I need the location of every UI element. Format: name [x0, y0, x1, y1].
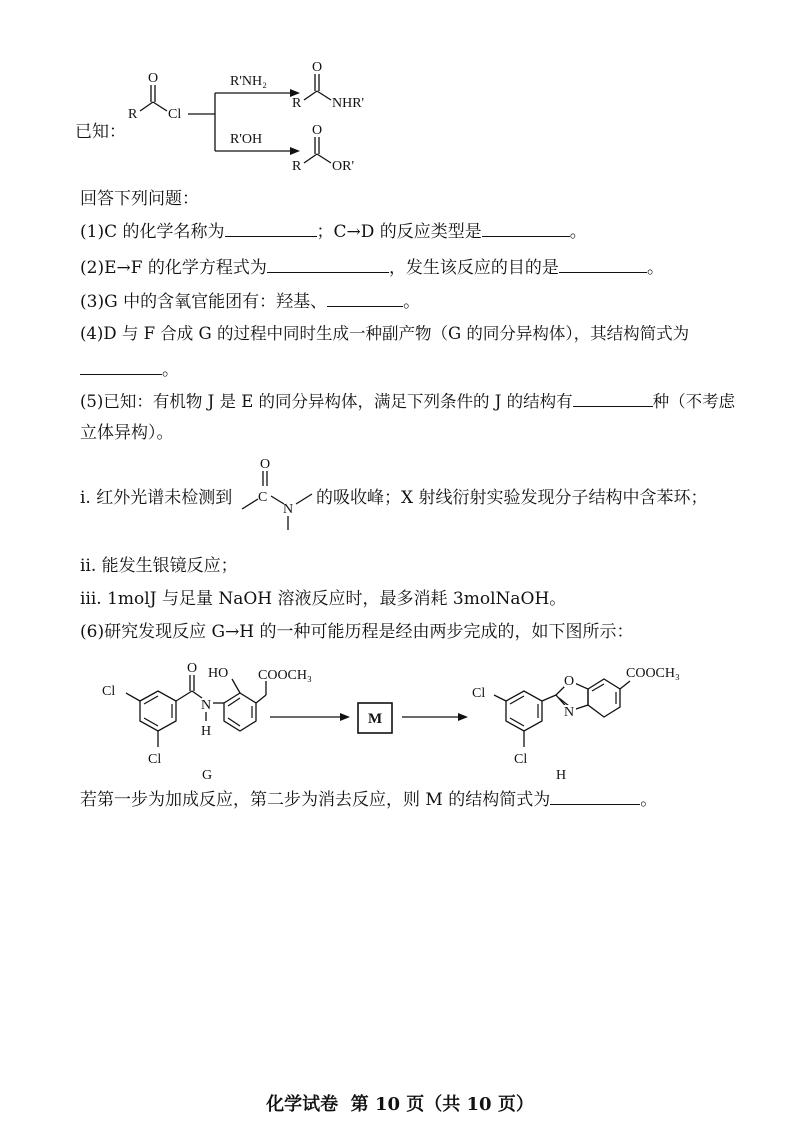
g-cl2: Cl [148, 752, 162, 767]
question-4: (4)D 与 F 合成 G 的过程中同时生成一种副产物（G 的同分异构体），其结构简式为 [80, 324, 690, 343]
amide-o: O [312, 60, 323, 75]
question-6b [80, 788, 657, 811]
h-link-bond [542, 695, 556, 701]
ester-r: R [292, 159, 302, 174]
g-ester-bond [256, 695, 266, 703]
g-ester: COOCH₃ [258, 668, 312, 683]
q3-blank-1[interactable] [327, 290, 403, 307]
amide-bond-2 [317, 91, 331, 100]
acyl-bond-1 [140, 102, 153, 111]
q3-text-a: (3)G 中的含氧官能团有：羟基、 [80, 292, 328, 312]
g-cn-bond [192, 691, 202, 698]
h-ring-right [588, 679, 620, 717]
q4-blank-1[interactable] [80, 358, 162, 375]
h-ester-bond [620, 681, 630, 689]
page-footer: 化学试卷 第 10 页（共 10 页） [266, 1094, 534, 1115]
question-1 [80, 220, 587, 243]
m-label: M [368, 711, 383, 727]
condition-1-text-b: 的吸收峰；X 射线衍射实验发现分子结构中含苯环； [316, 488, 708, 508]
arrow-m-h-head [458, 713, 468, 721]
g-ring-left [140, 691, 176, 731]
h-cl1-bond [494, 695, 506, 701]
g-cl1-bond [126, 693, 140, 701]
acyl-r: R [128, 107, 138, 122]
q3-text-c: 。 [403, 292, 421, 312]
q5-blank-1[interactable] [573, 390, 653, 407]
h-cl2: Cl [514, 752, 528, 767]
q2-text-b: ，发生该反应的目的是 [388, 258, 559, 278]
q1-text-c: 。 [569, 222, 587, 242]
q6b-blank-1[interactable] [550, 788, 640, 805]
h-label: H [556, 768, 567, 783]
q1-blank-1[interactable] [225, 220, 317, 237]
h-n: N [564, 705, 575, 720]
q4-text-end: 。 [162, 360, 179, 380]
q6b-text-c: 。 [640, 790, 658, 810]
arrow-bottom-head [290, 147, 300, 155]
g-n: N [201, 698, 212, 713]
acyl-bond-2 [153, 102, 167, 111]
q5-text-a: (5)已知：有机物 J 是 E 的同分异构体，满足下列条件的 J 的结构有 [80, 392, 573, 411]
condition-2: ⅱ. 能发生银镜反应； [80, 556, 238, 576]
frag-n: N [283, 502, 294, 517]
mechanism-scheme [90, 655, 710, 785]
frag-bond-nr [296, 494, 312, 504]
q6b-text-a: 若第一步为加成反应，第二步为消去反应，则 M 的结构简式为 [80, 790, 551, 810]
q2-blank-2[interactable] [559, 256, 647, 273]
frag-bond-left [242, 499, 258, 509]
amide-fragment [240, 452, 316, 532]
g-cl1: Cl [102, 684, 116, 699]
h-o: O [564, 674, 575, 689]
q1-text-b: ；C→D 的反应类型是 [316, 222, 482, 242]
q2-blank-1[interactable] [267, 256, 389, 273]
question-4-answer [80, 358, 179, 381]
h-ester: COOCH₃ [626, 666, 680, 681]
known-label: 已知： [75, 122, 126, 141]
frag-o: O [260, 457, 271, 472]
ester-or: OR' [332, 159, 354, 174]
g-ring-co-bond [176, 691, 192, 701]
question-5 [80, 390, 735, 413]
g-label: G [202, 768, 213, 783]
frag-c: C [258, 490, 268, 505]
answer-intro: 回答下列问题： [80, 189, 199, 209]
condition-3: ⅲ. 1molJ 与足量 NaOH 溶液反应时，最多消耗 3molNaOH。 [80, 589, 567, 609]
q2-text-a: (2)E→F 的化学方程式为 [80, 258, 267, 278]
reagent-alcohol: R'OH [230, 132, 263, 147]
g-o: O [187, 661, 198, 676]
h-cl1: Cl [472, 686, 486, 701]
amide-r: R [292, 96, 302, 111]
question-6: (6)研究发现反应 G→H 的一种可能历程是经由两步完成的，如下图所示： [80, 622, 634, 642]
acyl-cl: Cl [168, 107, 182, 122]
amide-bond-1 [304, 91, 317, 100]
condition-1-text-a: ⅰ. 红外光谱未检测到 [80, 488, 233, 508]
g-ho: HO [208, 666, 229, 681]
q2-text-c: 。 [646, 258, 664, 278]
q1-text-a: (1)C 的化学名称为 [80, 222, 225, 242]
ester-bond-1 [304, 154, 317, 163]
q5-text-b: 种（不考虑 [652, 392, 736, 411]
q1-blank-2[interactable] [482, 220, 570, 237]
question-5-line2: 立体异构）。 [80, 423, 174, 443]
reagent-amine: R'NH₂ [230, 74, 267, 89]
g-oh-bond [232, 679, 240, 693]
acyl-o: O [148, 71, 159, 86]
question-3 [80, 290, 420, 313]
h-ring-left [506, 691, 542, 731]
known-reaction-scheme [70, 55, 490, 185]
g-h: H [201, 724, 212, 739]
ester-bond-2 [317, 154, 331, 163]
amide-nhr: NHR' [332, 96, 365, 111]
ester-o: O [312, 123, 323, 138]
question-2 [80, 256, 664, 279]
arrow-g-m-head [340, 713, 350, 721]
